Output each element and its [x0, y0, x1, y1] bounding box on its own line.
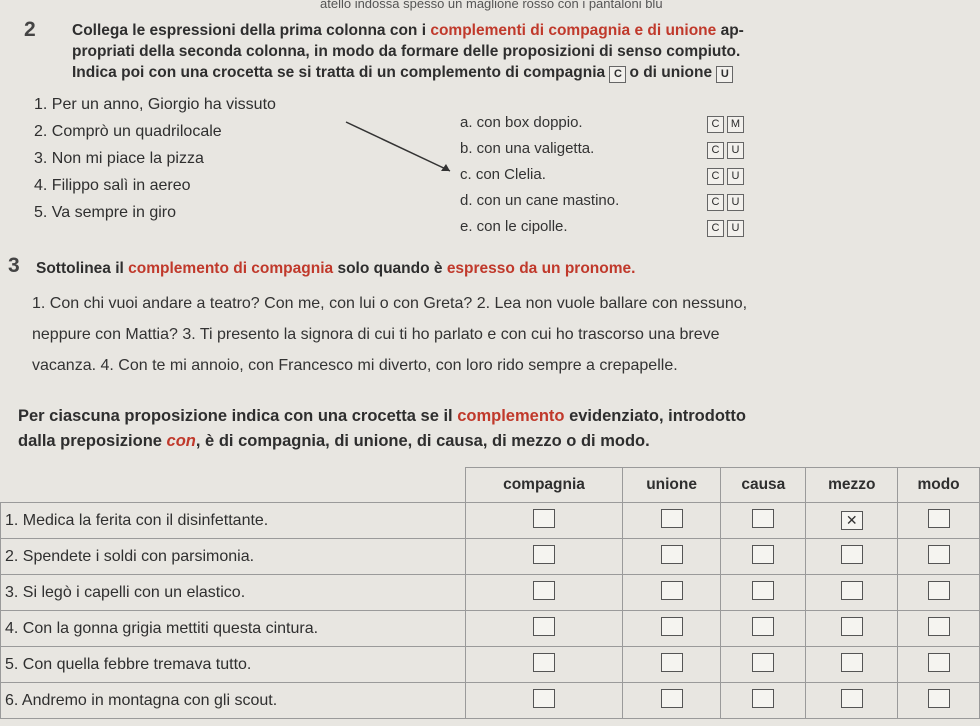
answer-checkbox[interactable]	[752, 581, 774, 600]
ex2-instr-pre: Collega le espressioni della prima colonna con i	[72, 22, 431, 39]
answer-checkbox[interactable]	[928, 689, 950, 708]
cu-boxes	[707, 140, 747, 159]
answer-checkbox[interactable]	[928, 653, 950, 672]
cu-boxes	[707, 218, 747, 237]
left-item: 4. Filippo salì in aereo	[34, 177, 191, 194]
u-checkbox[interactable]: U	[727, 142, 744, 159]
ex3-instr-red: complemento di compagnia	[128, 260, 334, 277]
col-header: mezzo	[806, 468, 898, 503]
answer-checkbox[interactable]	[533, 581, 555, 600]
cu-boxes	[707, 166, 747, 185]
header-text: atello indossa spesso un maglione rosso con i pantaloni blu	[320, 0, 663, 11]
table-row	[1, 539, 980, 575]
u-checkbox[interactable]: M	[727, 116, 744, 133]
ex2-instr-post: ap-	[716, 22, 744, 39]
u-checkbox[interactable]: U	[727, 194, 744, 211]
ex2-line3-text: Indica poi con una crocetta se si tratta di un complemento di compagnia	[72, 64, 606, 81]
exercise-3-line: neppure con Mattia? 3. Ti presento la signora di cui ti ho parlato e con cui ho trascorso una breve	[32, 326, 720, 343]
left-item: 3. Non mi piace la pizza	[34, 150, 204, 167]
ex4-instr-pre: Per ciascuna proposizione indica con una crocetta se il	[18, 407, 458, 425]
answer-checkbox[interactable]	[841, 581, 863, 600]
table-row	[1, 683, 980, 719]
right-item: d. con un cane mastino.	[460, 192, 620, 209]
answer-checkbox[interactable]	[661, 617, 683, 636]
answer-checkbox[interactable]	[533, 617, 555, 636]
table-row	[1, 503, 980, 539]
ex3-instr-pre: Sottolinea il	[36, 260, 129, 277]
answer-checkbox[interactable]	[533, 509, 555, 528]
table-row	[1, 647, 980, 683]
u-checkbox[interactable]: U	[727, 220, 744, 237]
answer-checkbox[interactable]: ✕	[841, 511, 863, 530]
ex4-instr2-post: , è di compagnia, di unione, di causa, di mezzo o di modo.	[195, 432, 650, 450]
answer-checkbox[interactable]	[841, 545, 863, 564]
left-item: 1. Per un anno, Giorgio ha vissuto	[34, 96, 276, 113]
answer-checkbox[interactable]	[841, 653, 863, 672]
answer-checkbox[interactable]	[928, 581, 950, 600]
table-corner	[1, 468, 466, 503]
answer-checkbox[interactable]	[752, 617, 774, 636]
row-sentence: 6. Andremo in montagna con gli scout.	[1, 683, 466, 719]
c-checkbox[interactable]: C	[707, 220, 724, 237]
ex4-instr2-con: con	[166, 432, 196, 450]
row-sentence: 3. Si legò i capelli con un elastico.	[1, 575, 466, 611]
answer-checkbox[interactable]	[928, 617, 950, 636]
answer-checkbox[interactable]	[661, 545, 683, 564]
col-header: modo	[898, 468, 980, 503]
exercise-4-instruction-line2	[18, 432, 650, 451]
right-item: c. con Clelia.	[460, 166, 546, 183]
answer-table	[0, 467, 980, 719]
table-row	[1, 575, 980, 611]
exercise-3-instruction	[36, 260, 635, 278]
answer-checkbox[interactable]	[752, 653, 774, 672]
right-item: a. con box doppio.	[460, 114, 583, 131]
ex3-instr-red2: espresso da un pronome.	[446, 260, 636, 277]
o-di-unione: o di unione	[629, 64, 713, 81]
answer-checkbox[interactable]	[752, 509, 774, 528]
answer-checkbox[interactable]	[661, 653, 683, 672]
u-checkbox[interactable]: U	[727, 168, 744, 185]
answer-checkbox[interactable]	[841, 689, 863, 708]
row-sentence: 2. Spendete i soldi con parsimonia.	[1, 539, 466, 575]
table-row	[1, 611, 980, 647]
right-item: b. con una valigetta.	[460, 140, 595, 157]
row-sentence: 1. Medica la ferita con il disinfettante.	[1, 503, 466, 539]
cu-boxes	[707, 114, 747, 133]
exercise-3-number: 3	[8, 254, 20, 277]
cu-boxes	[707, 192, 747, 211]
row-sentence: 4. Con la gonna grigia mettiti questa cintura.	[1, 611, 466, 647]
answer-checkbox[interactable]	[533, 545, 555, 564]
ex4-instr2-pre: dalla preposizione	[18, 432, 167, 450]
col-header: causa	[721, 468, 806, 503]
left-item: 5. Va sempre in giro	[34, 204, 176, 221]
answer-checkbox[interactable]	[661, 689, 683, 708]
answer-checkbox[interactable]	[752, 689, 774, 708]
answer-checkbox[interactable]	[533, 653, 555, 672]
exercise-3-line: 1. Con chi vuoi andare a teatro? Con me, con lui o con Greta? 2. Lea non vuole ballare con nessuno,	[32, 295, 748, 312]
c-checkbox[interactable]: C	[707, 168, 724, 185]
exercise-4-instruction-line1	[18, 407, 746, 426]
ex4-instr-red: complemento	[457, 407, 565, 425]
answer-checkbox[interactable]	[533, 689, 555, 708]
ex4-instr-post: evidenziato, introdotto	[564, 407, 746, 425]
c-checkbox[interactable]: C	[707, 142, 724, 159]
answer-checkbox[interactable]	[752, 545, 774, 564]
col-header: unione	[623, 468, 721, 503]
left-item: 2. Comprò un quadrilocale	[34, 123, 222, 140]
c-box-icon: C	[609, 66, 626, 83]
answer-checkbox[interactable]	[928, 509, 950, 528]
answer-checkbox[interactable]	[928, 545, 950, 564]
exercise-2-instruction-line2: propriati della seconda colonna, in modo da formare delle proposizioni di senso compiuto.	[72, 43, 741, 60]
answer-checkbox[interactable]	[841, 617, 863, 636]
exercise-2-number: 2	[24, 18, 36, 41]
right-item: e. con le cipolle.	[460, 218, 568, 235]
c-checkbox[interactable]: C	[707, 116, 724, 133]
answer-checkbox[interactable]	[661, 581, 683, 600]
row-sentence: 5. Con quella febbre tremava tutto.	[1, 647, 466, 683]
table-header-row	[1, 468, 980, 503]
u-box-icon: U	[716, 66, 733, 83]
c-checkbox[interactable]: C	[707, 194, 724, 211]
col-header: compagnia	[466, 468, 623, 503]
ex3-instr-mid: solo quando è	[333, 260, 447, 277]
exercise-3-line: vacanza. 4. Con te mi annoio, con Francesco mi diverto, con loro rido sempre a crepapelle.	[32, 357, 678, 374]
answer-checkbox[interactable]	[661, 509, 683, 528]
ex2-instr-red: complementi di compagnia e di unione	[430, 22, 717, 39]
